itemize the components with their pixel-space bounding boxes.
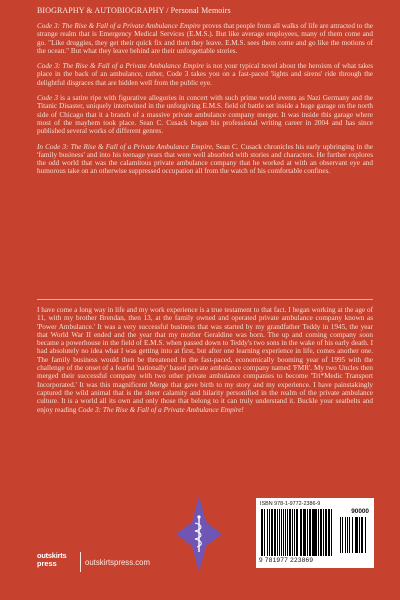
barcode-bar (323, 509, 325, 556)
barcode-bar (285, 509, 286, 556)
book-title: Code 3 (37, 94, 58, 103)
author-note-paragraph (37, 306, 373, 414)
paragraph-text: I have come a long way in life and my work experience is a true testament to that fact. I began working at the age of 11, with my brother Brendan, then 13, at the family owned and operated private ambulance company known as 'Power Ambulance.' It was a very successful business that was started by my grandfather Teddy in 1945, the year that World War II ended and the year that my mother Geraldine was born. The up and coming company soon became a powerhouse in the field of E.M.S. when passed down to Teddy's two sons in the wake of his early death. I had absolutely no idea what I was getting into at first, but after one learning experience in life, comes another one. The family business would then be threatened in the fast-paced, economically booming year of 1995 with the challenge of the onset of a fearful 'nationally' based private ambulance company named 'FMR'. My two Uncles then merged their successful company with two other private ambulance companies to become 'Tri*Medic Transport Incorporated.' It was this magnificent Merge that gave birth to my story and my experience. I have painstakingly captured the wild animal that is the sheer calamity and hilarity personified in the realm of the private ambulance culture. It is a world all its own and only those that belong to it can truly understand it. Buckle your seatbelts and enjoy reading (37, 306, 373, 414)
barcode-bar (294, 509, 295, 556)
publisher-logo (37, 552, 77, 568)
category-label: BIOGRAPHY & AUTOBIOGRAPHY / Personal Memoirs (37, 6, 231, 15)
barcode-bar (355, 517, 356, 553)
publisher-logo-line1: outskirts (37, 551, 67, 560)
barcode-bar (301, 509, 302, 556)
barcode-bar (307, 509, 308, 556)
paragraph-text: is a satire ripe with figurative allegories in concert with such prime world events as Nazi Germany and the Titanic Disaster, uniquely intertwined in the unforgiving E.M.S. field of battle set inside a huge garage on the north side of Chicago that it a branch of a massive private ambulance company merger. It was inside this garage where most of the mayhem took place. Sean C. Cusack began his professional writing career in 2004 and has since published several works of different genres. (37, 94, 373, 136)
barcode-bar (269, 509, 270, 556)
barcode-bar (365, 517, 367, 553)
barcode-bar (342, 517, 343, 553)
barcode-bar (300, 509, 301, 556)
barcode-bar (315, 509, 317, 556)
book-title: Code 3: The Rise & Fall of a Private Ambulance Empire (37, 62, 204, 71)
barcode-bar (292, 509, 293, 556)
barcode-bar (340, 517, 341, 553)
barcode-bar (328, 509, 330, 556)
barcode-bar (318, 509, 319, 556)
barcode-bar (347, 517, 348, 553)
barcode-bar (345, 517, 347, 553)
barcode-digits: 9 781977 223869 (259, 557, 314, 564)
price-code: 90000 (351, 508, 369, 515)
publisher-divider (80, 552, 81, 572)
author-note (37, 306, 373, 421)
barcode-bar (271, 509, 273, 556)
barcode-bar (264, 509, 266, 556)
barcode-bar (320, 509, 321, 556)
barcode-bar (349, 517, 350, 553)
paragraph-text: Sean C. Cusack chronicles his early upbringing in the 'family business' and into his teenage years that were well absorbed with stories and characters. He further explores the odd world that was the calamitous private ambulance company that he worked at with an observant eye and humorous take on an otherwise suppressed occupation all from the watch of his comfortable confines. (37, 142, 373, 176)
barcode-bar (267, 509, 268, 556)
section-divider (37, 299, 373, 300)
barcode-bar (296, 509, 298, 556)
description-paragraph-2 (37, 62, 373, 87)
barcode (256, 498, 374, 568)
description-paragraph-4 (37, 143, 373, 176)
book-title: In Code 3: The Rise & Fall of a Private Ambulance Empire, (37, 142, 214, 151)
barcode-bars (261, 509, 335, 556)
book-title: Code 3: The Rise & Fall of a Private Ambulance Empire! (78, 405, 244, 414)
barcode-bar (287, 509, 288, 556)
barcode-bar (279, 509, 280, 556)
star-of-life-icon (176, 496, 222, 572)
barcode-bar (331, 509, 332, 556)
barcode-bar (362, 517, 363, 553)
paragraph-text: proves that people from all walks of life are attracted to the strange realm that is Emergency Medical Services (E.M.S.). But like average employees, many of them come and go. "Like druggies, they get their quick fix and then they leave. E.M.S. sees them come and go like the motions of the ocean." But what they leave behind are their unforgettable stories. (37, 22, 373, 55)
description-paragraph-1 (37, 22, 373, 55)
description-paragraph-3 (37, 94, 373, 135)
barcode-bar (309, 509, 311, 556)
barcode-bar (277, 509, 279, 556)
description-upper (37, 22, 373, 183)
barcode-bar (289, 509, 291, 556)
isbn-label: ISBN 978-1-9772-2386-9 (260, 501, 321, 507)
publisher-url: outskirtspress.com (85, 558, 150, 567)
book-title: Code 3: The Rise & Fall of a Private Ambulance Empire (37, 22, 201, 30)
barcode-bar (356, 517, 357, 553)
publisher-logo-line2: press (37, 559, 57, 568)
paragraph-text: is not your typical novel about the heroism of what takes place in the back of an ambulance, rather, Code 3 takes you on a fast-paced 'lights and sirens' ride through the delightful disgraces that are hidden well from the public eye. (37, 62, 373, 87)
barcode-addon-bars (340, 517, 369, 553)
barcode-bar (352, 517, 354, 553)
